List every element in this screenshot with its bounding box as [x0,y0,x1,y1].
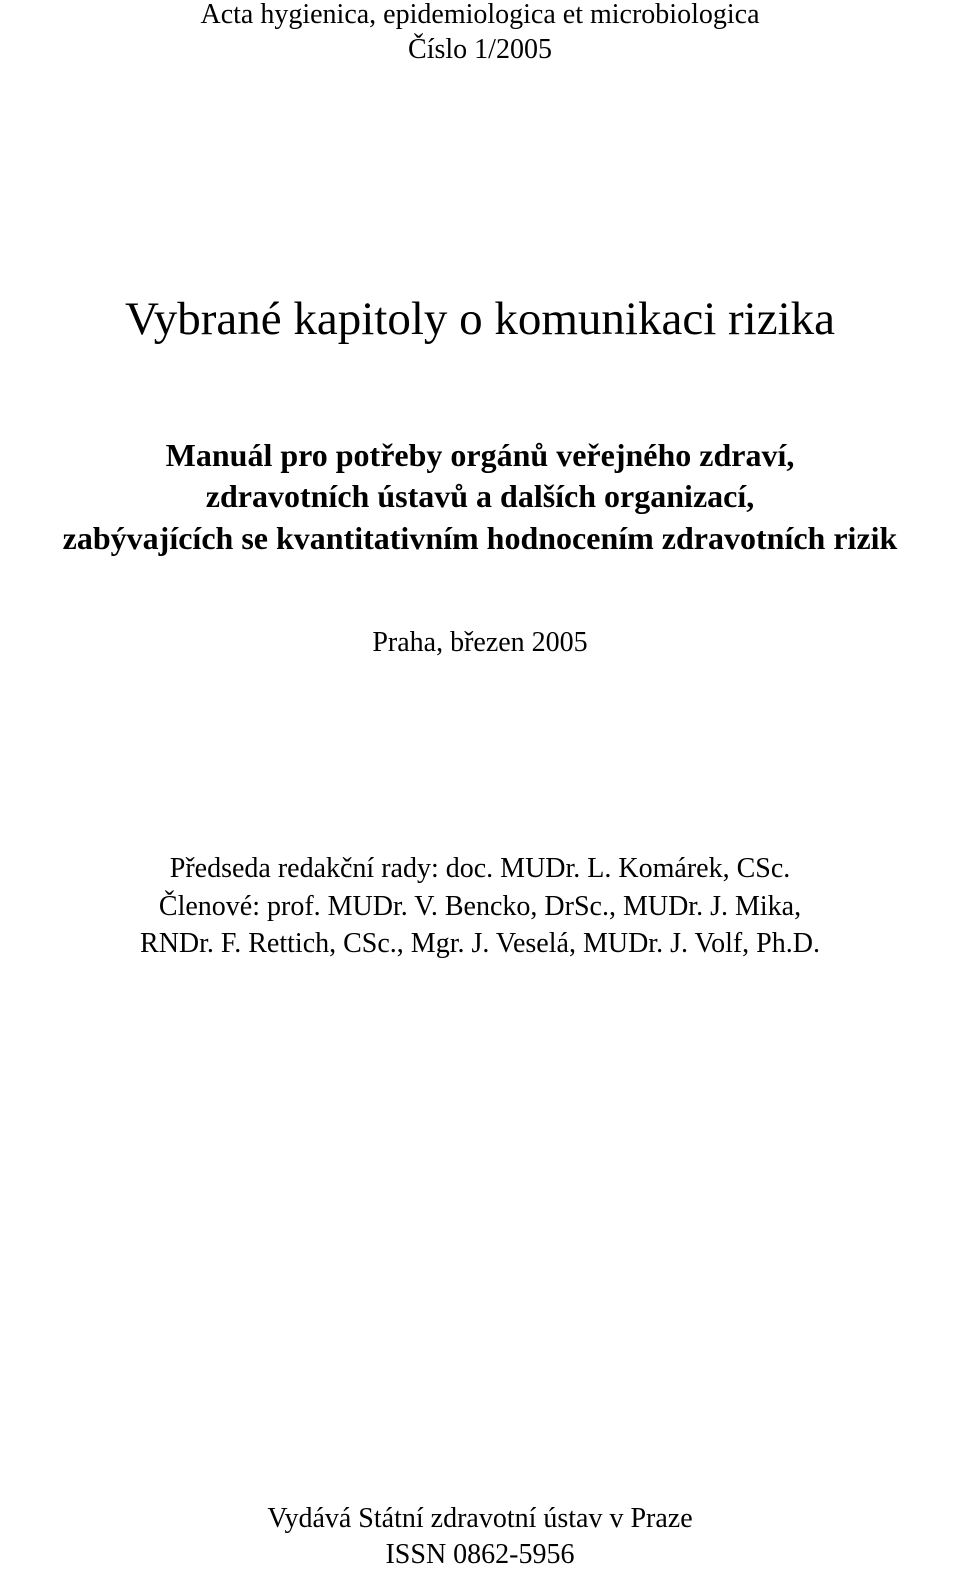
subtitle-line: zabývajících se kvantitativním hodnocením zdravotních rizik [62,520,898,556]
publisher: Vydává Státní zdravotní ústav v Praze [267,1503,693,1534]
journal-name: Acta hygienica, epidemiologica et microbiologica [200,0,760,30]
issn: ISSN 0862-5956 [385,1539,575,1570]
board-chair: Předseda redakční rady: doc. MUDr. L. Komárek, CSc. [169,853,791,884]
subtitle-line: zdravotních ústavů a dalších organizací, [205,478,755,514]
place-and-date: Praha, březen 2005 [372,627,588,658]
board-members: Členové: prof. MUDr. V. Bencko, DrSc., MUDr. J. Mika, [158,891,802,922]
document-title: Vybrané kapitoly o komunikaci rizika [124,293,836,345]
board-members-continued: RNDr. F. Rettich, CSc., Mgr. J. Veselá, MUDr. J. Volf, Ph.D. [140,928,820,959]
issue-number: Číslo 1/2005 [408,34,552,65]
subtitle-line: Manuál pro potřeby orgánů veřejného zdraví, [165,437,795,473]
